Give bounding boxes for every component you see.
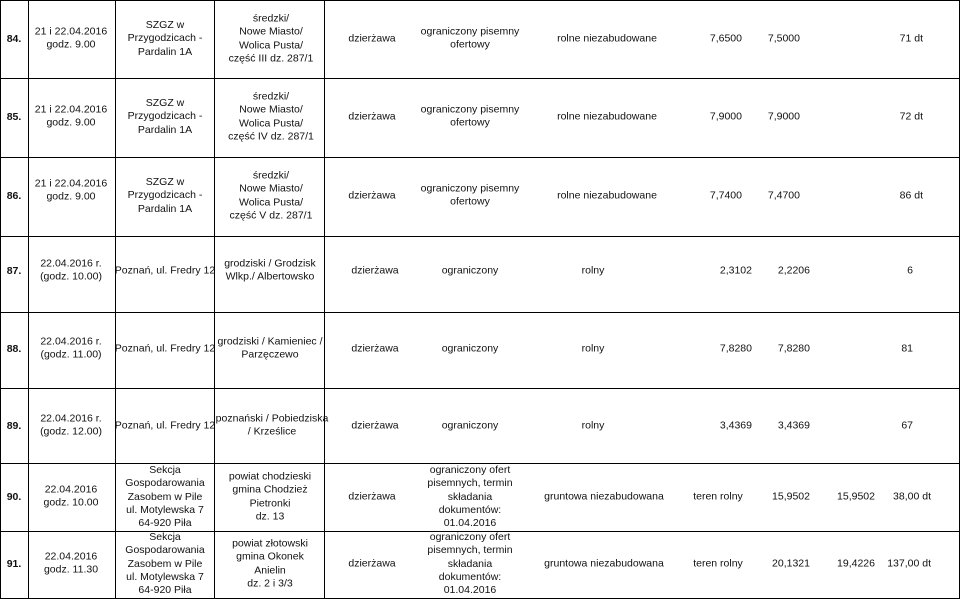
type-cell: ograniczony <box>441 264 499 277</box>
value1-cell: 7,6500 <box>709 32 742 45</box>
value2-cell: 2,2206 <box>777 264 810 277</box>
rent-cell: 71 dt <box>899 32 923 45</box>
row-number: 89. <box>6 420 22 432</box>
location-cell: średzki/ Nowe Miasto/ Wolica Pusta/ część IV dz. 287/1 <box>228 90 314 143</box>
date-cell: 22.04.2016 r. (godz. 10.00) <box>40 257 102 283</box>
date-cell: 21 i 22.04.2016 godz. 9.00 <box>34 25 108 51</box>
value1-cell: 7,7400 <box>709 189 742 202</box>
form-cell: dzierżawa <box>348 557 396 570</box>
rent-cell: 67 <box>901 419 913 432</box>
place-cell: Poznań, ul. Fredry 12 <box>114 264 216 277</box>
area-cell: teren rolny <box>693 557 743 570</box>
usage-cell: gruntowa niezabudowana <box>544 490 664 503</box>
location-cell: powiat złotowski gmina Okonek Anielin dz. 2 i 3/3 <box>232 537 308 590</box>
usage-cell: rolne niezabudowane <box>557 110 657 123</box>
usage-cell: rolny <box>581 419 605 432</box>
place-cell: SZGZ w Przygodzicach - Pardalin 1A <box>127 97 203 136</box>
usage-cell: gruntowa niezabudowana <box>544 557 664 570</box>
usage-cell: rolny <box>581 264 605 277</box>
form-cell: dzierżawa <box>351 264 399 277</box>
place-cell: Poznań, ul. Fredry 12 <box>114 342 216 355</box>
row-number: 91. <box>6 558 22 570</box>
area-cell: teren rolny <box>693 490 743 503</box>
rent-cell: 137,00 dt <box>887 557 931 570</box>
form-cell: dzierżawa <box>348 189 396 202</box>
row-number: 90. <box>6 491 22 503</box>
place-cell: SZGZ w Przygodzicach - Pardalin 1A <box>127 19 203 58</box>
form-cell: dzierżawa <box>348 110 396 123</box>
value1-cell: 7,9000 <box>709 110 742 123</box>
location-cell: grodziski / Kamieniec / Parzęczewo <box>217 335 323 361</box>
value2-cell: 19,4226 <box>837 557 875 570</box>
location-cell: grodziski / Grodzisk Wlkp./ Albertowsko <box>224 257 316 283</box>
value1-cell: 7,8280 <box>719 342 752 355</box>
rent-cell: 6 <box>907 264 913 277</box>
type-cell: ograniczony ofert pisemnych, termin składania dokumentów: 01.04.2016 <box>427 463 513 529</box>
row-number: 84. <box>6 33 22 45</box>
value1-cell: 2,3102 <box>719 264 752 277</box>
type-cell: ograniczony pisemny ofertowy <box>420 103 520 129</box>
form-cell: dzierżawa <box>348 32 396 45</box>
usage-cell: rolne niezabudowane <box>557 189 657 202</box>
value2-cell: 7,4700 <box>767 189 800 202</box>
place-cell: Sekcja Gospodarowania Zasobem w Pile ul. Motylewska 7 64-920 Piła <box>125 463 205 529</box>
value1-cell: 20,1321 <box>772 557 810 570</box>
form-cell: dzierżawa <box>351 342 399 355</box>
value2-cell: 7,5000 <box>767 32 800 45</box>
value1-cell: 15,9502 <box>772 490 810 503</box>
form-cell: dzierżawa <box>351 419 399 432</box>
row-number: 87. <box>6 265 22 277</box>
place-cell: SZGZ w Przygodzicach - Pardalin 1A <box>127 176 203 215</box>
date-cell: 21 i 22.04.2016 godz. 9.00 <box>34 177 108 203</box>
date-cell: 22.04.2016 godz. 11.30 <box>43 550 99 576</box>
location-cell: średzki/ Nowe Miasto/ Wolica Pusta/ część III dz. 287/1 <box>228 12 314 65</box>
usage-cell: rolny <box>581 342 605 355</box>
date-cell: 21 i 22.04.2016 godz. 9.00 <box>34 103 108 129</box>
rent-cell: 38,00 dt <box>893 490 931 503</box>
location-cell: średzki/ Nowe Miasto/ Wolica Pusta/ część V dz. 287/1 <box>229 169 313 222</box>
type-cell: ograniczony <box>441 342 499 355</box>
value2-cell: 7,8280 <box>777 342 810 355</box>
value2-cell: 7,9000 <box>767 110 800 123</box>
rent-cell: 72 dt <box>899 110 923 123</box>
row-number: 88. <box>6 343 22 355</box>
row-number: 86. <box>6 190 22 202</box>
row-number: 85. <box>6 111 22 123</box>
value2-cell: 3,4369 <box>777 419 810 432</box>
type-cell: ograniczony ofert pisemnych, termin składania dokumentów: 01.04.2016 <box>427 530 513 596</box>
rent-cell: 81 <box>901 342 913 355</box>
value2-cell: 15,9502 <box>837 490 875 503</box>
form-cell: dzierżawa <box>348 490 396 503</box>
location-cell: poznański / Pobiedziska / Krześlice <box>215 412 329 438</box>
usage-cell: rolne niezabudowane <box>557 32 657 45</box>
type-cell: ograniczony pisemny ofertowy <box>420 25 520 51</box>
rent-cell: 86 dt <box>899 189 923 202</box>
place-cell: Poznań, ul. Fredry 12 <box>114 419 216 432</box>
place-cell: Sekcja Gospodarowania Zasobem w Pile ul. Motylewska 7 64-920 Piła <box>125 530 205 596</box>
type-cell: ograniczony pisemny ofertowy <box>420 182 520 208</box>
date-cell: 22.04.2016 godz. 10.00 <box>43 483 99 509</box>
date-cell: 22.04.2016 r. (godz. 12.00) <box>40 412 102 438</box>
date-cell: 22.04.2016 r. (godz. 11.00) <box>40 335 102 361</box>
location-cell: powiat chodzieski gmina Chodzież Pietronki dz. 13 <box>228 470 312 523</box>
value1-cell: 3,4369 <box>719 419 752 432</box>
type-cell: ograniczony <box>441 419 499 432</box>
